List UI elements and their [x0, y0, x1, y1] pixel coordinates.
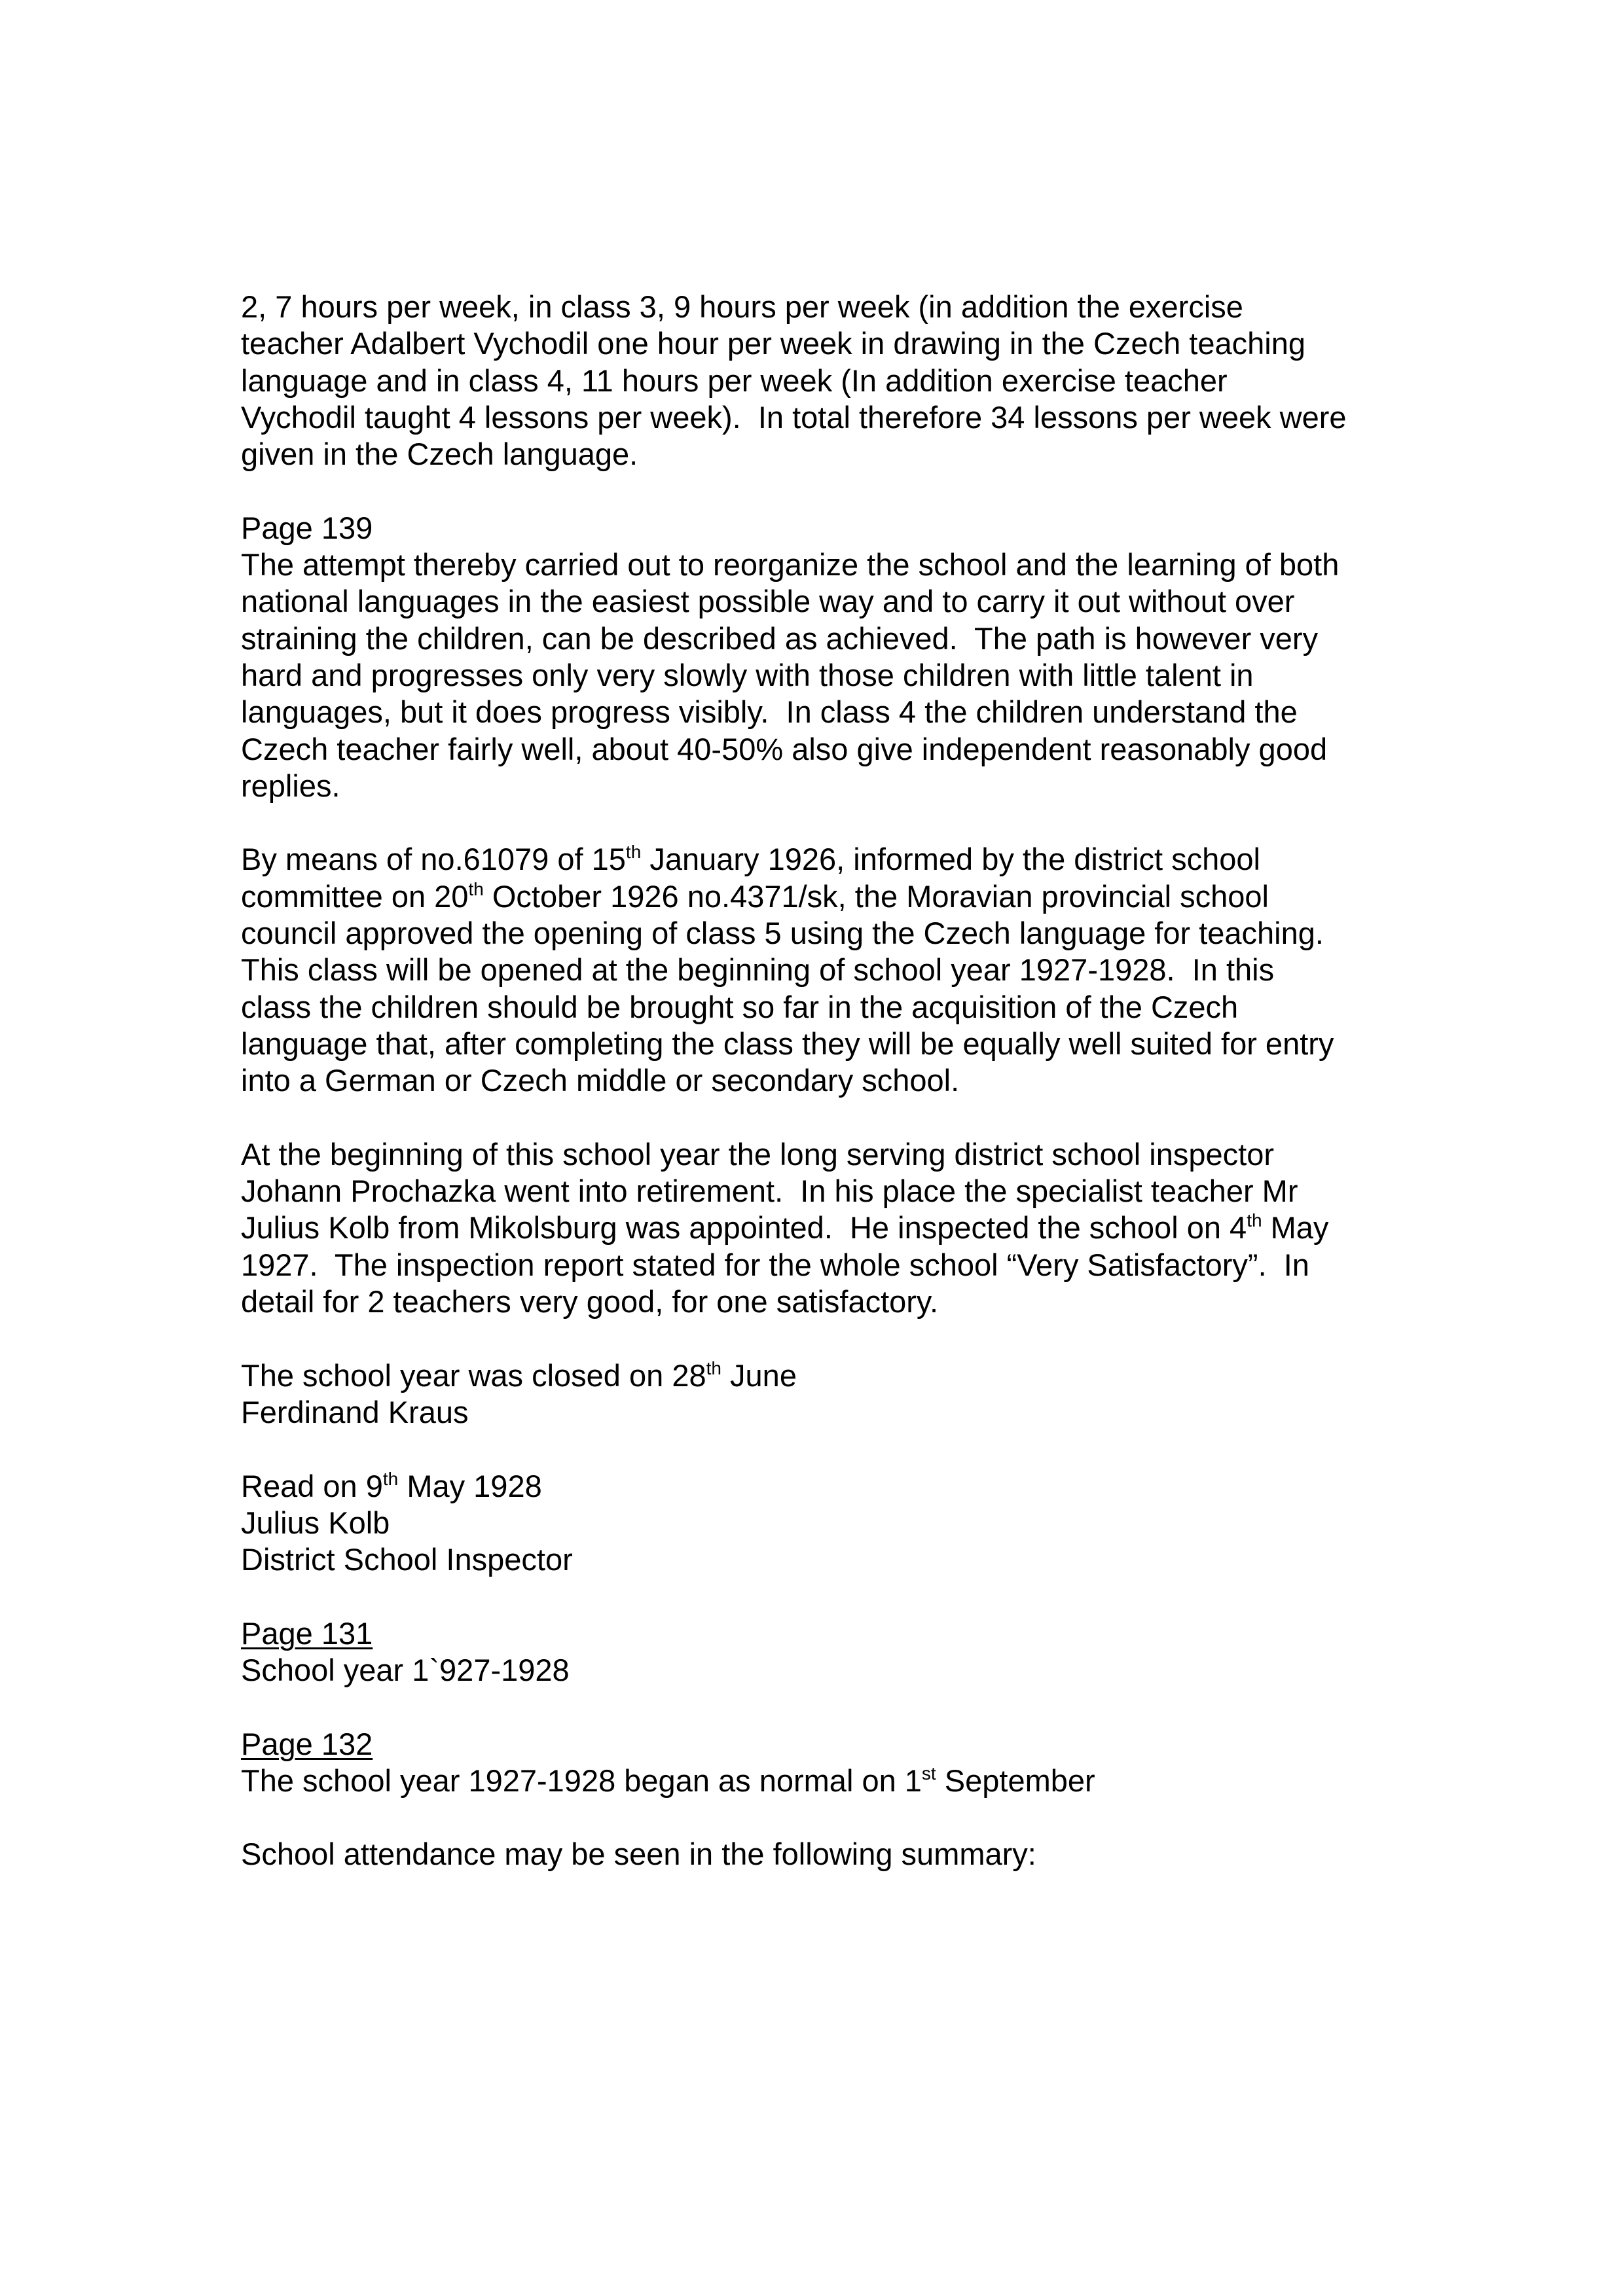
text-line: [241, 1468, 1419, 1505]
text-line: 1927. The inspection report stated for the whole school “Very Satisfactory”. In: [241, 1247, 1309, 1282]
paragraph: [241, 289, 1419, 473]
text-line: class the children should be brought so far in the acquisition of the Czech: [241, 989, 1239, 1024]
text-line: District School Inspector: [241, 1542, 573, 1577]
ordinal-superscript: th: [468, 878, 484, 899]
text-line: language and in class 4, 11 hours per week (In addition exercise teacher: [241, 363, 1228, 398]
text-line: Vychodil taught 4 lessons per week). In total therefore 34 lessons per week were: [241, 399, 1347, 435]
text-line: teacher Adalbert Vychodil one hour per week in drawing in the Czech teaching: [241, 326, 1305, 361]
text-line: Czech teacher fairly well, about 40-50% also give independent reasonably good: [241, 731, 1328, 766]
ordinal-superscript: th: [625, 842, 642, 863]
text-line: Johann Prochazka went into retirement. In his place the specialist teacher Mr: [241, 1174, 1298, 1209]
text-segment: The school year 1927-1928 began as normal on 1: [241, 1763, 922, 1798]
text-line: Julius Kolb: [241, 1505, 390, 1540]
text-line: School attendance may be seen in the following summary:: [241, 1837, 1036, 1872]
page-reference-heading: Page 131: [241, 1615, 373, 1651]
text-line: language that, after completing the class they will be equally well suited for entry: [241, 1026, 1334, 1061]
ordinal-superscript: st: [921, 1763, 936, 1784]
text-segment: Read on 9: [241, 1468, 383, 1503]
text-line: [241, 841, 1419, 878]
text-segment: committee on 20: [241, 878, 469, 914]
text-line: detail for 2 teachers very good, for one satisfactory.: [241, 1284, 939, 1319]
text-segment: January 1926, informed by the district school: [641, 842, 1260, 877]
text-line: [241, 1210, 1419, 1246]
paragraph: [241, 1615, 1419, 1689]
paragraph: [241, 1136, 1419, 1320]
paragraph: [241, 1357, 1419, 1431]
text-line: hard and progresses only very slowly with those children with little talent in: [241, 657, 1254, 692]
text-line: council approved the opening of class 5 using the Czech language for teaching.: [241, 916, 1324, 951]
paragraph: [241, 510, 1419, 804]
paragraph: [241, 1726, 1419, 1800]
ordinal-superscript: th: [1247, 1210, 1262, 1231]
text-line: This class will be opened at the beginning of school year 1927-1928. In this: [241, 952, 1275, 988]
text-segment: June: [721, 1357, 797, 1393]
document-body: [241, 289, 1419, 1910]
text-line: given in the Czech language.: [241, 437, 638, 472]
text-line: [241, 1357, 1419, 1394]
text-segment: October 1926 no.4371/sk, the Moravian provincial school: [483, 878, 1269, 914]
ordinal-superscript: th: [706, 1357, 721, 1378]
text-line: [241, 1763, 1419, 1799]
text-line: [241, 1726, 1419, 1763]
text-line: national languages in the easiest possible way and to carry it out without over: [241, 584, 1295, 619]
text-line: At the beginning of this school year the long serving district school inspector: [241, 1136, 1274, 1172]
paragraph: [241, 1836, 1419, 1873]
text-line: The attempt thereby carried out to reorganize the school and the learning of both: [241, 547, 1340, 583]
text-segment: September: [936, 1763, 1095, 1798]
text-line: Ferdinand Kraus: [241, 1394, 469, 1429]
text-segment: The school year was closed on 28: [241, 1357, 706, 1393]
text-line: 2, 7 hours per week, in class 3, 9 hours per week (in addition the exercise: [241, 289, 1243, 324]
text-line: straining the children, can be described as achieved. The path is however very: [241, 620, 1319, 656]
paragraph: [241, 841, 1419, 1099]
text-line: [241, 878, 1419, 915]
text-line: into a German or Czech middle or secondary school.: [241, 1063, 960, 1098]
ordinal-superscript: th: [382, 1468, 399, 1489]
text-line: replies.: [241, 768, 340, 803]
text-line: languages, but it does progress visibly. In class 4 the children understand the: [241, 694, 1298, 730]
paragraph: [241, 1468, 1419, 1579]
text-line: Page 139: [241, 510, 373, 545]
text-segment: May: [1262, 1210, 1329, 1246]
text-line: [241, 1615, 1419, 1652]
text-segment: May 1928: [398, 1468, 542, 1503]
text-segment: Julius Kolb from Mikolsburg was appointed. He inspected the school on 4: [241, 1210, 1247, 1246]
text-line: School year 1`927-1928: [241, 1652, 570, 1687]
page-reference-heading: Page 132: [241, 1726, 373, 1761]
text-segment: By means of no.61079 of 15: [241, 842, 626, 877]
